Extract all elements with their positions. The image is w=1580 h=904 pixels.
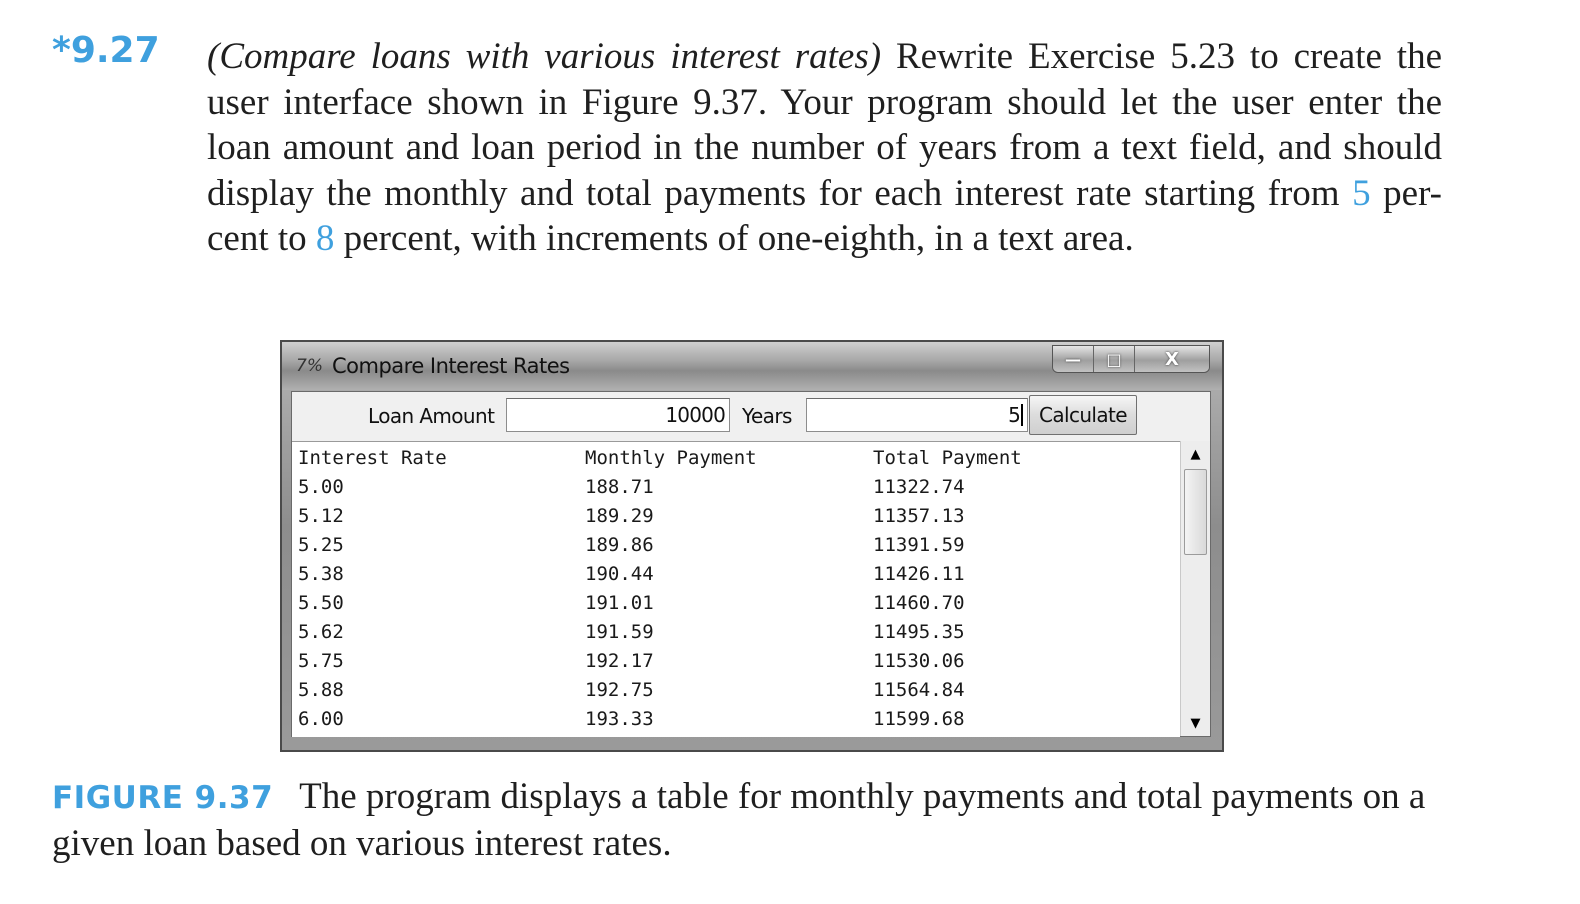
scroll-up-arrow-icon[interactable]: ▲: [1190, 446, 1201, 462]
table-row: [298, 502, 1178, 531]
total-payment-cell: 11460.70: [873, 592, 965, 614]
monthly-payment-cell: 193.33: [585, 708, 654, 730]
scrollbar-thumb[interactable]: [1184, 469, 1207, 555]
window-titlebar[interactable]: [282, 342, 1222, 390]
total-payment-cell: 11564.84: [873, 679, 965, 701]
interest-rate-cell: 5.75: [298, 650, 344, 672]
total-payment-cell: 11599.68: [873, 708, 965, 730]
interest-rate-cell: 5.62: [298, 621, 344, 643]
monthly-payment-cell: 192.17: [585, 650, 654, 672]
vertical-scrollbar[interactable]: [1180, 441, 1210, 736]
highlight-end-value: 8: [315, 218, 335, 259]
interest-rate-cell: 5.38: [298, 563, 344, 585]
years-label: Years: [742, 404, 792, 428]
interest-rate-cell: 5.00: [298, 476, 344, 498]
total-payment-cell: 11495.35: [873, 621, 965, 643]
total-payment-cell: 11391.59: [873, 534, 965, 556]
loan-amount-label: Loan Amount: [368, 404, 495, 428]
highlight-start-value: 5: [1352, 172, 1371, 214]
monthly-payment-cell: 189.86: [585, 534, 654, 556]
maximize-button[interactable]: □: [1094, 346, 1135, 372]
table-row: [298, 589, 1178, 618]
total-payment-cell: 11322.74: [873, 476, 965, 498]
interest-rate-cell: 6.00: [298, 708, 344, 730]
exercise-body-3: percent, with increments of one-eighth, in a text area.: [334, 218, 1134, 259]
table-row: [298, 647, 1178, 676]
compare-interest-rates-window: [280, 340, 1224, 752]
table-row: [298, 676, 1178, 705]
input-panel: [292, 392, 1210, 440]
exercise-text: [207, 34, 1442, 262]
figure-caption: [52, 774, 1452, 866]
table-row: [298, 618, 1178, 647]
close-button[interactable]: X: [1135, 346, 1209, 372]
exercise-body-2: per-cent to: [207, 172, 1442, 259]
monthly-payment-cell: 191.59: [585, 621, 654, 643]
total-payment-cell: 11530.06: [873, 650, 965, 672]
total-payment-cell: 11357.13: [873, 505, 965, 527]
window-controls: [1052, 345, 1210, 373]
monthly-payment-cell: 189.29: [585, 505, 654, 527]
header-monthly-payment: Monthly Payment: [585, 447, 757, 469]
loan-amount-field[interactable]: 10000: [506, 398, 730, 432]
monthly-payment-cell: 192.75: [585, 679, 654, 701]
table-row: [298, 705, 1178, 734]
calculate-button[interactable]: Calculate: [1029, 395, 1137, 435]
figure-caption-text: The program displays a table for monthly payments and total payments on a given loan based on various interest rates.: [52, 776, 1426, 864]
header-total-payment: Total Payment: [873, 447, 1022, 469]
interest-rate-cell: 5.88: [298, 679, 344, 701]
monthly-payment-cell: 188.71: [585, 476, 654, 498]
monthly-payment-cell: 191.01: [585, 592, 654, 614]
exercise-body-1: Rewrite Exercise 5.23 to create the user interface shown in Figure 9.37. Your program should let the user enter the loan amount and loan period in the number of years from a text field, and should display the monthly and total payments for each interest rate starting from: [207, 36, 1442, 214]
table-row: [298, 560, 1178, 589]
table-header-row: [298, 444, 1178, 473]
window-client-area: [291, 391, 1211, 737]
figure-label: FIGURE 9.37: [52, 780, 274, 816]
interest-rate-cell: 5.50: [298, 592, 344, 614]
interest-rate-cell: 5.25: [298, 534, 344, 556]
exercise-number: *9.27: [52, 30, 160, 71]
monthly-payment-cell: 190.44: [585, 563, 654, 585]
table-row: [298, 473, 1178, 502]
exercise-title: (Compare loans with various interest rates): [207, 36, 882, 77]
minimize-button[interactable]: —: [1053, 346, 1094, 372]
interest-rate-cell: 5.12: [298, 505, 344, 527]
window-title: Compare Interest Rates: [332, 354, 570, 378]
app-icon: 7%: [296, 356, 323, 376]
years-field[interactable]: 5: [806, 398, 1028, 432]
total-payment-cell: 11426.11: [873, 563, 965, 585]
scroll-down-arrow-icon[interactable]: ▼: [1190, 715, 1201, 731]
header-interest-rate: Interest Rate: [298, 447, 447, 469]
table-row: [298, 531, 1178, 560]
results-text-area[interactable]: [292, 441, 1180, 737]
